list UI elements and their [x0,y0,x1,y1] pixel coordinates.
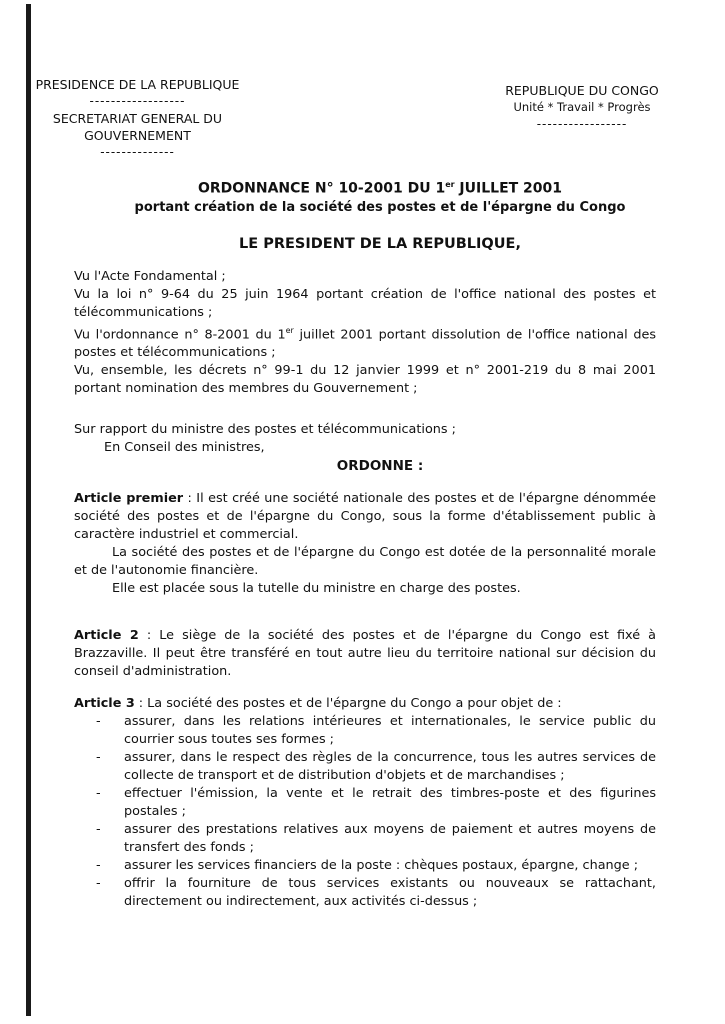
article-label: Article 3 [74,696,135,711]
article-text: : Le siège de la société des postes et de l'épargne du Congo est fixé à Brazzaville. Il peut être transféré en tout autre lieu du territoire national sur décision du conseil d'administration. [74,628,656,679]
article-2-p1 [74,627,656,681]
article-label: Article 2 [74,628,139,643]
list-item: - assurer, dans les relations intérieures et internationales, le service public du courrier sous toutes ses formes ; [110,713,656,749]
motto: Unité * Travail * Progrès [513,100,651,114]
article-text: : La société des postes et de l'épargne du Congo a pour objet de : [134,696,562,711]
conseil-line: En Conseil des ministres, [104,440,265,455]
vises-section [74,268,656,398]
rapport-line: Sur rapport du ministre des postes et télécommunications ; [74,422,456,437]
article-1-p1 [74,490,656,544]
list-item: - offrir la fourniture de tous services existants ou nouveaux se rattachant, directement ou indirectement, aux activités ci-dessus ; [110,875,656,911]
ordonne-heading: ORDONNE : [336,458,424,474]
vu-line: Vu la loi n° 9-64 du 25 juin 1964 portant création de l'office national des postes et télécommunications ; [74,287,656,320]
vu-text: Vu l'ordonnance n° 8-2001 du 1 [74,327,286,343]
article-3-list [74,713,656,911]
vu-line: Vu, ensemble, les décrets n° 99-1 du 12 janvier 1999 et n° 2001-219 du 8 mai 2001 portant nomination des membres du Gouvernement ; [74,363,656,397]
title-text: ORDONNANCE N° 10-2001 DU 1 [197,180,446,197]
divider-dashes: ----------------- [536,117,628,131]
divider-dashes: ------------------ [89,94,186,108]
article-label: Article premier [74,491,184,506]
vu-line: Vu l'Acte Fondamental ; [74,269,226,284]
rapport-section [74,421,656,457]
ordinance-subtitle: portant création de la société des postes et de l'épargne du Congo [134,200,626,215]
article-text: : Il est créé une société nationale des postes et de l'épargne dénommée société des postes et de l'épargne du Congo, sous la forme d'établissement public à caractère industriel et commercial. [74,491,657,542]
title-sup: er [445,180,455,189]
article-3 [74,695,656,911]
secretariat-label: SECRETARIAT GENERAL DU [52,111,223,126]
list-item: - assurer, dans le respect des règles de la concurrence, tous les autres services de collecte de transport et de distribution d'objets et de marchandises ; [110,749,656,785]
vu-sup: er [285,326,294,335]
vu-text: juillet 2001 portant dissolution de l'office national des postes et télécommunications ; [74,327,656,361]
header-left [30,76,245,161]
list-item: - assurer des prestations relatives aux moyens de paiement et autres moyens de transfert des fonds ; [110,821,656,857]
list-item: - effectuer l'émission, la vente et le retrait des timbres-poste et des figurines postales ; [110,785,656,821]
article-2 [74,627,656,681]
ordinance-title [60,180,700,197]
header-right [492,82,672,133]
divider-dashes: -------------- [100,145,175,159]
list-item: - assurer les services financiers de la poste : chèques postaux, épargne, change ; [110,857,656,875]
article-1 [74,490,656,598]
president-heading: LE PRESIDENT DE LA REPUBLIQUE, [239,236,521,252]
article-1-p2: La société des postes et de l'épargne du Congo est dotée de la personnalité morale et de l'autonomie financière. [74,545,656,578]
presidence-label: PRESIDENCE DE LA REPUBLIQUE [35,77,240,92]
gouvernement-label: GOUVERNEMENT [84,128,191,143]
republique-label: REPUBLIQUE DU CONGO [505,83,659,98]
article-1-p3: Elle est placée sous la tutelle du ministre en charge des postes. [112,581,521,596]
article-3-intro [74,695,656,713]
vu-line [74,322,656,362]
title-text: JUILLET 2001 [454,180,563,197]
